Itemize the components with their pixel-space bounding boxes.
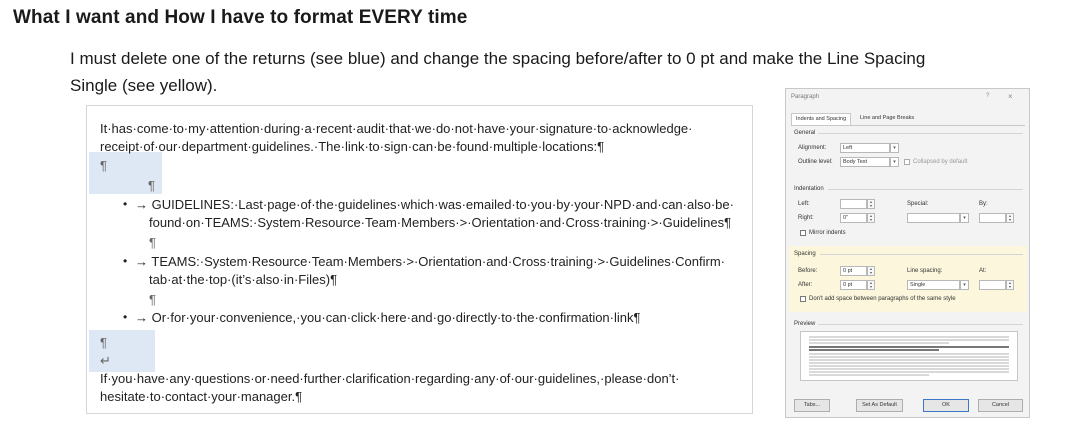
preview-line <box>809 339 1009 341</box>
preview-line <box>809 368 1009 370</box>
general-section-label: General <box>794 130 816 136</box>
close-icon[interactable]: × <box>1008 92 1013 101</box>
bullet-1-line-1: → GUIDELINES:·Last·page·of·the·guidelines·which·was·emailed·to·you·by·your·NPD·and·can·also·be· <box>135 197 734 212</box>
alignment-label: Alignment: <box>798 145 827 151</box>
preview-line <box>809 356 1009 358</box>
tab-line-and-page-breaks[interactable]: Line and Page Breaks <box>860 115 915 121</box>
preview-text-line <box>809 349 939 351</box>
pilcrow-mark: ¶ <box>100 158 107 173</box>
at-label: At: <box>979 268 987 274</box>
yellow-highlight <box>789 246 1027 312</box>
doc-paragraph-1-line-2: receipt·of·our·department·guidelines.·The·link·to·sign·can·be·found·multiple·locations:¶ <box>100 139 605 154</box>
line-spacing-select[interactable]: Single <box>907 280 960 290</box>
preview-label: Preview <box>794 321 816 327</box>
bullet-3-line-1: → Or·for·your·convenience,·you·can·click·here·and·go·directly·to·the·confirmation·link¶ <box>135 310 641 325</box>
indentation-section-label: Indentation <box>794 186 824 192</box>
spacing-after-spinner[interactable]: ▴ ▾ <box>867 280 875 290</box>
preview-line <box>809 374 929 376</box>
dialog-title: Paragraph <box>791 94 820 100</box>
right-indent-label: Right: <box>798 215 814 221</box>
preview-line <box>809 359 1009 361</box>
doc-paragraph-2-line-1: If·you·have·any·questions·or·need·further·clarification·regarding·any·of·our·guidelines,·please·don’t· <box>100 371 680 386</box>
special-label: Special: <box>907 201 929 207</box>
preview-line <box>809 365 1009 367</box>
mirror-indents-label: Mirror indents <box>809 230 846 236</box>
bullet-marker: • <box>123 310 128 324</box>
page-heading: What I want and How I have to format EVERY time <box>13 7 468 28</box>
preview-line <box>809 362 1009 364</box>
tab-divider <box>791 125 1025 126</box>
at-spinner[interactable]: ▴ ▾ <box>1006 280 1014 290</box>
spacing-before-spinner[interactable]: ▴ ▾ <box>867 266 875 276</box>
line-spacing-label: Line spacing: <box>907 268 943 274</box>
outline-level-select[interactable]: Body Text <box>840 157 890 167</box>
doc-paragraph-1-line-1: It·has·come·to·my·attention·during·a·recent·audit·that·we·do·not·have·your·signature·to·acknowledge· <box>100 121 693 136</box>
at-input[interactable] <box>979 280 1006 290</box>
bullet-1-line-2: found·on·TEAMS:·System·Resource·Team·Members·>·Orientation·and·Cross·training·>·Guidelines¶ <box>149 215 732 230</box>
pilcrow-mark: ¶ <box>149 235 156 250</box>
paragraph-preview <box>800 331 1018 381</box>
blue-highlight-bottom <box>89 330 155 372</box>
after-label: After: <box>798 282 813 288</box>
section-divider <box>818 324 1023 325</box>
by-spinner[interactable]: ▴ ▾ <box>1006 213 1014 223</box>
collapsed-label: Collapsed by default <box>913 159 968 165</box>
set-as-default-button[interactable]: Set As Default <box>856 399 903 412</box>
right-indent-input[interactable]: 0" <box>840 213 867 223</box>
preview-line <box>809 336 1009 338</box>
spacing-before-input[interactable]: 0 pt <box>840 266 867 276</box>
tab-indents-and-spacing[interactable]: Indents and Spacing <box>791 113 851 125</box>
pilcrow-mark: ¶ <box>148 178 155 193</box>
bullet-marker: • <box>123 197 128 211</box>
bullet-2-line-2: tab·at·the·top·(it’s·also·in·Files)¶ <box>149 272 338 287</box>
bullet-marker: • <box>123 254 128 268</box>
line-break-mark: ↵ <box>100 353 111 368</box>
dont-add-space-checkbox[interactable] <box>800 296 806 302</box>
collapsed-checkbox[interactable] <box>904 159 910 165</box>
chevron-down-icon[interactable]: ▾ <box>960 280 969 290</box>
by-label: By: <box>979 201 988 207</box>
instruction-line-2: Single (see yellow). <box>70 76 218 95</box>
right-indent-spinner[interactable]: ▴ ▾ <box>867 213 875 223</box>
mirror-indents-checkbox[interactable] <box>800 230 806 236</box>
before-label: Before: <box>798 268 818 274</box>
preview-line <box>809 371 1009 373</box>
by-input[interactable] <box>979 213 1006 223</box>
chevron-down-icon[interactable]: ▾ <box>960 213 969 223</box>
tabs-button[interactable]: Tabs... <box>794 399 830 412</box>
doc-paragraph-2-line-2: hesitate·to·contact·your·manager.¶ <box>100 389 303 404</box>
section-divider <box>818 133 1023 134</box>
ok-button[interactable]: OK <box>923 399 969 412</box>
section-divider <box>828 189 1023 190</box>
section-divider <box>820 254 1023 255</box>
bullet-2-line-1: → TEAMS:·System·Resource·Team·Members·>·Orientation·and·Cross·training·>·Guidelines·Confirm· <box>135 254 725 269</box>
spacing-section-label: Spacing <box>794 251 816 257</box>
pilcrow-mark: ¶ <box>149 292 156 307</box>
preview-text-line <box>809 346 1009 348</box>
chevron-down-icon[interactable]: ▾ <box>890 157 899 167</box>
special-select[interactable] <box>907 213 960 223</box>
instruction-line-1: I must delete one of the returns (see blue) and change the spacing before/after to 0 pt and make the Line Spacing <box>70 49 926 68</box>
spacing-after-input[interactable]: 0 pt <box>840 280 867 290</box>
dont-add-space-label: Don't add space between paragraphs of the same style <box>809 296 956 302</box>
left-indent-spinner[interactable]: ▴ ▾ <box>867 199 875 209</box>
chevron-down-icon[interactable]: ▾ <box>890 143 899 153</box>
alignment-select[interactable]: Left <box>840 143 890 153</box>
document-excerpt <box>86 105 753 414</box>
left-indent-input[interactable] <box>840 199 867 209</box>
paragraph-dialog <box>785 88 1030 418</box>
left-indent-label: Left: <box>798 201 810 207</box>
preview-line <box>809 342 949 344</box>
preview-line <box>809 353 1009 355</box>
cancel-button[interactable]: Cancel <box>978 399 1023 412</box>
help-icon[interactable]: ? <box>986 93 990 99</box>
outline-level-label: Outline level: <box>798 159 833 165</box>
pilcrow-mark: ¶ <box>100 335 107 350</box>
